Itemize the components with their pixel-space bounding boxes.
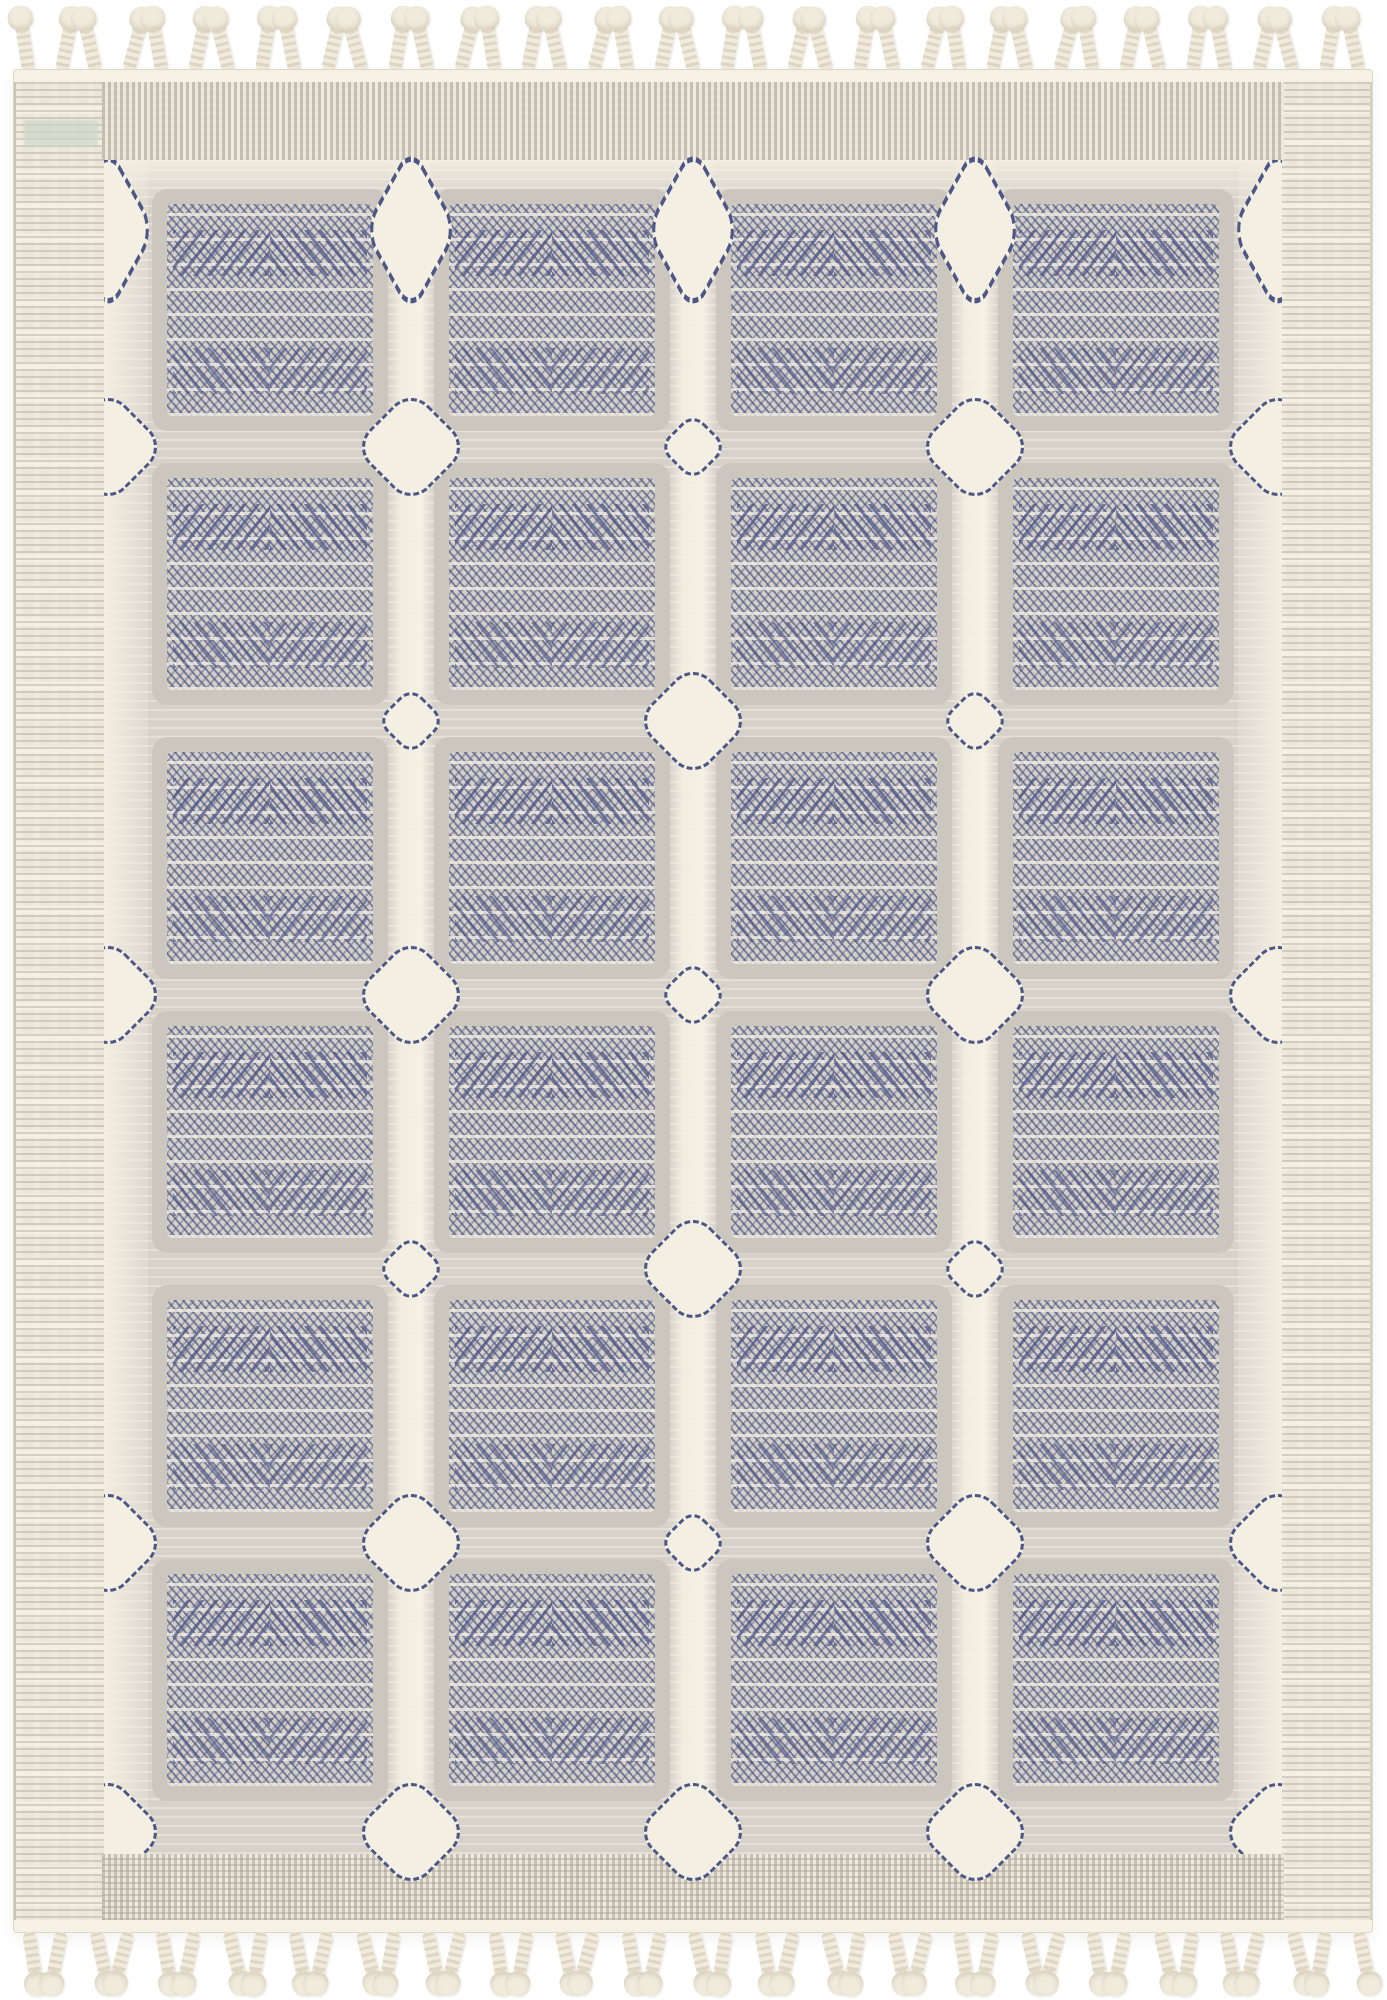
tassel xyxy=(1109,1931,1132,1983)
rug-tile xyxy=(167,752,373,964)
tassel xyxy=(1178,1931,1199,1982)
diamond-motif xyxy=(104,1790,150,1854)
diamond-motif xyxy=(1244,169,1282,291)
rug-tile xyxy=(1013,1574,1219,1786)
tassel xyxy=(1186,20,1207,71)
fringe-bottom xyxy=(16,1932,1371,2000)
tassel xyxy=(776,1931,800,1983)
tassel xyxy=(22,1931,43,1982)
tassel xyxy=(146,20,167,71)
rug xyxy=(14,70,1372,1932)
tassel xyxy=(807,20,832,72)
rug-tile xyxy=(731,204,937,416)
big-diamond-shape xyxy=(1219,936,1282,1055)
tassel xyxy=(279,20,301,72)
tassel xyxy=(342,20,367,72)
rug-tile xyxy=(731,1026,937,1238)
tassel xyxy=(480,20,501,71)
diamond-motif xyxy=(1236,405,1282,489)
fringe-top xyxy=(16,2,1371,70)
tassel xyxy=(247,1931,268,1982)
rug-tile xyxy=(449,1026,655,1238)
tassel xyxy=(713,1931,734,1982)
tassel xyxy=(853,20,874,71)
rug-tile xyxy=(167,1026,373,1238)
big-diamond-shape xyxy=(104,936,167,1055)
tassel xyxy=(744,20,766,72)
tassel xyxy=(977,1931,999,1983)
field-channel xyxy=(670,160,716,1854)
rug-tile xyxy=(167,1574,373,1786)
tassel xyxy=(454,20,479,72)
tassel xyxy=(876,20,899,72)
tassel xyxy=(543,20,567,72)
rug-tile xyxy=(731,478,937,690)
rug-tile xyxy=(1013,1300,1219,1512)
tassel xyxy=(46,1931,68,1983)
rug-tile xyxy=(167,1300,373,1512)
tassel xyxy=(1273,20,1298,72)
rug-tile xyxy=(449,478,655,690)
tassel xyxy=(953,1931,974,1982)
rug-tile xyxy=(731,1300,937,1512)
rug-tile xyxy=(1013,752,1219,964)
tassel xyxy=(511,1931,533,1983)
tassel xyxy=(442,1930,467,1982)
big-diamond-shape xyxy=(1219,1484,1282,1603)
diamond-motif xyxy=(1236,1790,1282,1854)
mint-accent-stripe xyxy=(24,120,98,146)
tassel xyxy=(77,20,101,72)
diamond-motif xyxy=(104,405,150,489)
field-channel xyxy=(952,160,998,1854)
tassel xyxy=(1342,20,1365,72)
tassel xyxy=(1352,1931,1375,1983)
border-right xyxy=(1280,82,1372,1920)
field-channel xyxy=(388,160,434,1854)
rug-tile xyxy=(1013,478,1219,690)
rug-tile xyxy=(731,752,937,964)
tassel xyxy=(1077,20,1098,71)
diamond-motif xyxy=(1236,953,1282,1037)
border-bottom xyxy=(102,1854,1284,1920)
tassel xyxy=(1210,20,1232,72)
border-top xyxy=(102,82,1284,160)
tassel xyxy=(920,20,945,72)
tassel xyxy=(1241,1931,1265,1983)
rug-tile xyxy=(449,1574,655,1786)
rug-tile xyxy=(1013,1026,1219,1238)
big-diamond-shape xyxy=(104,388,167,507)
rug-tile xyxy=(167,204,373,416)
diamond-motif xyxy=(104,953,150,1037)
tassel xyxy=(612,20,633,71)
tassel xyxy=(255,20,276,71)
tassel xyxy=(210,20,235,72)
selvedge-bottom xyxy=(14,1920,1372,1932)
tassel xyxy=(14,20,35,71)
selvedge-top xyxy=(14,70,1372,82)
tassel xyxy=(945,20,966,71)
tassel xyxy=(310,1931,334,1983)
big-diamond-shape xyxy=(104,1484,167,1603)
rug-tile xyxy=(167,478,373,690)
tassel xyxy=(379,1931,400,1982)
diamond-motif xyxy=(104,1501,150,1585)
tassel xyxy=(488,1931,509,1982)
rug-field xyxy=(104,160,1282,1854)
tassel xyxy=(675,20,700,72)
big-diamond-shape xyxy=(1219,388,1282,507)
rug-tile xyxy=(449,204,655,416)
tassel xyxy=(575,1930,600,1982)
tassel xyxy=(643,1931,666,1983)
tassel xyxy=(1310,1931,1331,1982)
rug-tile xyxy=(449,752,655,964)
tassel xyxy=(411,20,434,72)
tassel xyxy=(1141,20,1166,72)
rug-tile xyxy=(1013,204,1219,416)
rug-tile xyxy=(449,1300,655,1512)
tassel xyxy=(720,20,741,71)
tassel xyxy=(178,1931,201,1983)
tassel xyxy=(109,1930,134,1982)
rug-tile xyxy=(731,1574,937,1786)
tassel xyxy=(845,1931,866,1982)
tassel xyxy=(1040,1930,1065,1982)
tassel xyxy=(1008,20,1032,72)
border-left xyxy=(14,82,106,1920)
tassel xyxy=(908,1930,933,1982)
diamond-motif xyxy=(1236,1501,1282,1585)
diamond-motif xyxy=(104,169,142,291)
